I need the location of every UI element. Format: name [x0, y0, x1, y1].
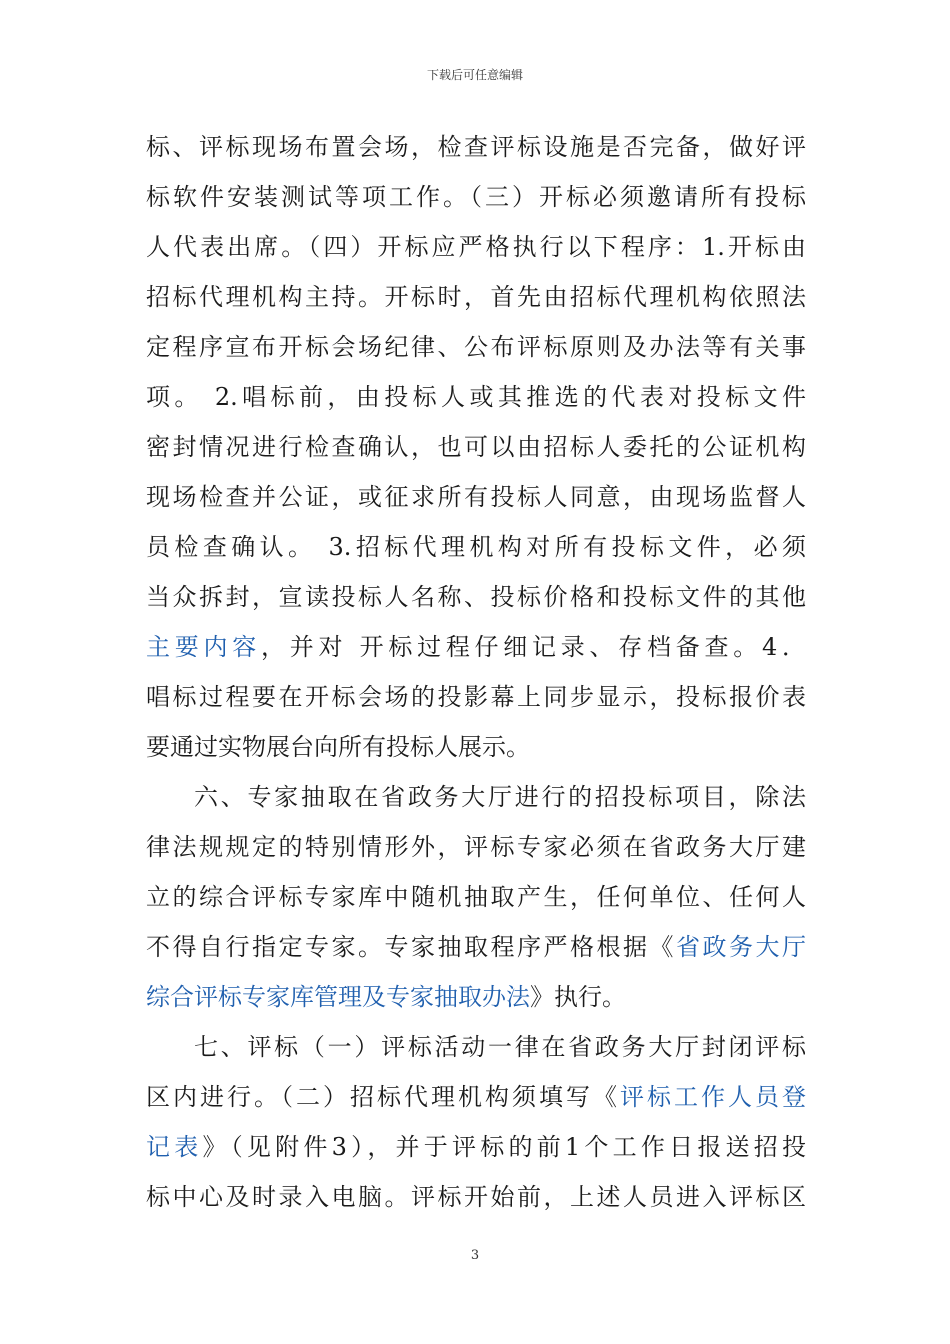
- document-link[interactable]: 主要内容: [146, 633, 261, 661]
- text-line: [146, 1122, 806, 1172]
- text-line: [146, 1072, 806, 1122]
- text-segment: 》（见附件3），并于评标的前1个工作日报送招投: [202, 1133, 807, 1161]
- text-line: [146, 622, 806, 672]
- text-line: [146, 122, 806, 172]
- document-link[interactable]: 综合评标专家库管理及专家抽取办法: [146, 983, 530, 1011]
- text-segment: 标中心及时录入电脑。评标开始前，上述人员进入评标区: [146, 1183, 806, 1211]
- text-segment: 员检查确认。 3.招标代理机构对所有投标文件，必须: [146, 533, 806, 561]
- text-segment: 招标代理机构主持。开标时，首先由招标代理机构依照法: [146, 283, 806, 311]
- text-line: [146, 172, 806, 222]
- text-segment: 现场检查并公证，或征求所有投标人同意，由现场监督人: [146, 483, 806, 511]
- document-body: [146, 122, 806, 1222]
- text-segment: 定程序宣布开标会场纪律、公布评标原则及办法等有关事: [146, 333, 806, 361]
- page-header: 下载后可任意编辑: [426, 68, 523, 82]
- text-line: [146, 372, 806, 422]
- text-segment: 要通过实物展台向所有投标人展示。: [146, 733, 530, 761]
- text-line: [146, 522, 806, 572]
- text-segment: 》执行。: [530, 983, 626, 1011]
- text-line: [146, 672, 806, 722]
- text-line: [146, 222, 806, 272]
- document-link[interactable]: 省政务大厅: [676, 933, 806, 961]
- document-link[interactable]: 记表: [146, 1133, 203, 1161]
- text-segment: 标软件安装测试等项工作。（三）开标必须邀请所有投标: [146, 183, 806, 211]
- document-link[interactable]: 评标工作人员登: [620, 1083, 806, 1111]
- text-line: [146, 922, 806, 972]
- text-line: [146, 422, 806, 472]
- text-segment: 立的综合评标专家库中随机抽取产生，任何单位、任何人: [146, 883, 806, 911]
- text-segment: 不得自行指定专家。专家抽取程序严格根据《: [146, 933, 676, 961]
- text-line: [146, 572, 806, 622]
- text-line: [146, 822, 806, 872]
- text-segment: 项。 2.唱标前，由投标人或其推选的代表对投标文件: [146, 383, 806, 411]
- text-line: [146, 272, 806, 322]
- text-segment: 标、评标现场布置会场，检查评标设施是否完备，做好评: [146, 133, 806, 161]
- text-segment: 六、专家抽取在省政务大厅进行的招投标项目，除法: [194, 783, 806, 811]
- text-line: [146, 1022, 806, 1072]
- text-line: [146, 722, 806, 772]
- text-segment: 密封情况进行检查确认，也可以由招标人委托的公证机构: [146, 433, 806, 461]
- text-line: [146, 772, 806, 822]
- text-segment: 当众拆封，宣读投标人名称、投标价格和投标文件的其他: [146, 583, 806, 611]
- page-number: 3: [470, 1248, 480, 1263]
- text-segment: 唱标过程要在开标会场的投影幕上同步显示，投标报价表: [146, 683, 806, 711]
- text-segment: 七、评标（一）评标活动一律在省政务大厅封闭评标: [194, 1033, 806, 1061]
- text-line: [146, 872, 806, 922]
- text-line: [146, 1172, 806, 1222]
- text-segment: 区内进行。（二）招标代理机构须填写《: [146, 1083, 620, 1111]
- text-segment: 人代表出席。（四）开标应严格执行以下程序：1.开标由: [146, 233, 806, 261]
- text-line: [146, 972, 806, 1022]
- text-line: [146, 322, 806, 372]
- text-line: [146, 472, 806, 522]
- text-segment: ，并对 开标过程仔细记录、存档备查。4．: [260, 633, 807, 661]
- text-segment: 律法规规定的特别情形外，评标专家必须在省政务大厅建: [146, 833, 806, 861]
